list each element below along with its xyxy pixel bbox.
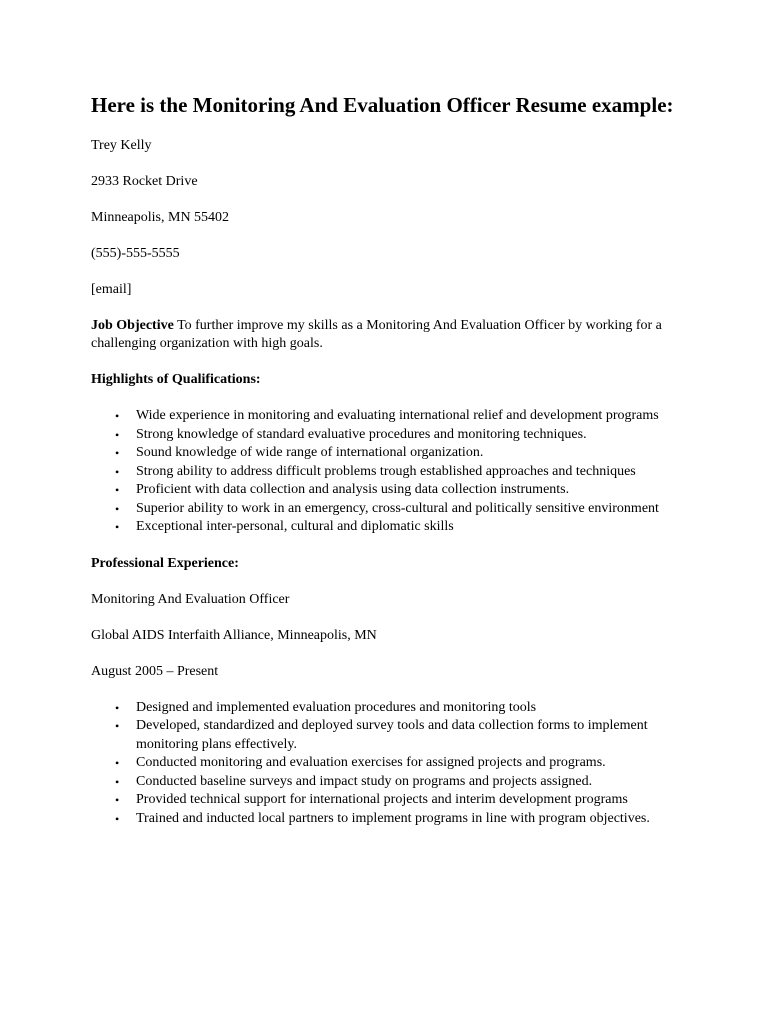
list-item bbox=[91, 463, 688, 482]
list-item-text: Strong ability to address difficult problems trough established approaches and techniques bbox=[136, 463, 636, 479]
document-title: Here is the Monitoring And Evaluation Officer Resume example: bbox=[91, 93, 674, 117]
bullet-icon: • bbox=[115, 774, 120, 789]
bullet-icon: • bbox=[115, 700, 120, 715]
list-item bbox=[91, 754, 688, 773]
contact-phone: (555)-555-5555 bbox=[91, 246, 180, 261]
list-item-text: Designed and implemented evaluation procedures and monitoring tools bbox=[136, 699, 537, 715]
list-item bbox=[91, 518, 688, 537]
list-item-text: Superior ability to work in an emergency, cross-cultural and politically sensitive environment bbox=[136, 500, 659, 516]
experience-list bbox=[91, 699, 688, 829]
bullet-icon: • bbox=[115, 520, 120, 534]
bullet-icon: • bbox=[115, 464, 120, 479]
job-title: Monitoring And Evaluation Officer bbox=[91, 591, 290, 607]
list-item bbox=[91, 699, 688, 718]
list-item-text: Provided technical support for international projects and interim development programs bbox=[136, 792, 628, 807]
list-item bbox=[91, 717, 688, 754]
bullet-icon: • bbox=[115, 811, 120, 826]
list-item bbox=[91, 426, 688, 445]
list-item-text: Sound knowledge of wide range of international organization. bbox=[136, 445, 484, 460]
list-item-text: Trained and inducted local partners to implement programs in line with program objectives. bbox=[136, 810, 650, 826]
list-item-text: Exceptional inter-personal, cultural and diplomatic skills bbox=[136, 519, 454, 534]
contact-name: Trey Kelly bbox=[91, 138, 152, 153]
list-item-text: Strong knowledge of standard evaluative procedures and monitoring techniques. bbox=[136, 426, 587, 442]
employment-dates: August 2005 – Present bbox=[91, 663, 219, 679]
bullet-icon: • bbox=[115, 793, 120, 807]
contact-street: 2933 Rocket Drive bbox=[91, 174, 198, 189]
list-item bbox=[91, 773, 688, 792]
list-item bbox=[91, 791, 688, 810]
bullet-icon: • bbox=[115, 756, 120, 770]
bullet-icon: • bbox=[115, 446, 120, 460]
qualifications-heading: Highlights of Qualifications: bbox=[91, 372, 261, 387]
qualifications-list bbox=[91, 407, 688, 537]
bullet-icon: • bbox=[115, 483, 120, 497]
bullet-icon: • bbox=[115, 719, 120, 733]
list-item bbox=[91, 444, 688, 463]
list-item-text: Conducted monitoring and evaluation exercises for assigned projects and programs. bbox=[136, 755, 606, 770]
list-item bbox=[91, 481, 688, 500]
job-objective bbox=[91, 317, 688, 353]
contact-city: Minneapolis, MN 55402 bbox=[91, 210, 230, 225]
bullet-icon: • bbox=[115, 501, 120, 516]
list-item-text: Developed, standardized and deployed survey tools and data collection forms to implement monitoring plans effectively. bbox=[136, 718, 648, 752]
list-item-text: Conducted baseline surveys and impact study on programs and projects assigned. bbox=[136, 773, 593, 789]
bullet-icon: • bbox=[115, 409, 120, 423]
list-item bbox=[91, 407, 688, 426]
list-item-text: Wide experience in monitoring and evaluating international relief and development programs bbox=[136, 408, 659, 423]
employer: Global AIDS Interfaith Alliance, Minneapolis, MN bbox=[91, 627, 377, 643]
bullet-icon: • bbox=[115, 427, 120, 442]
contact-email: [email] bbox=[91, 282, 132, 297]
job-objective-text: To further improve my skills as a Monitoring And Evaluation Officer by working for a challenging organization with high goals. bbox=[91, 318, 662, 351]
experience-heading: Professional Experience: bbox=[91, 555, 239, 571]
list-item-text: Proficient with data collection and analysis using data collection instruments. bbox=[136, 482, 570, 497]
list-item bbox=[91, 810, 688, 829]
list-item bbox=[91, 500, 688, 519]
job-objective-label: Job Objective bbox=[91, 318, 174, 333]
